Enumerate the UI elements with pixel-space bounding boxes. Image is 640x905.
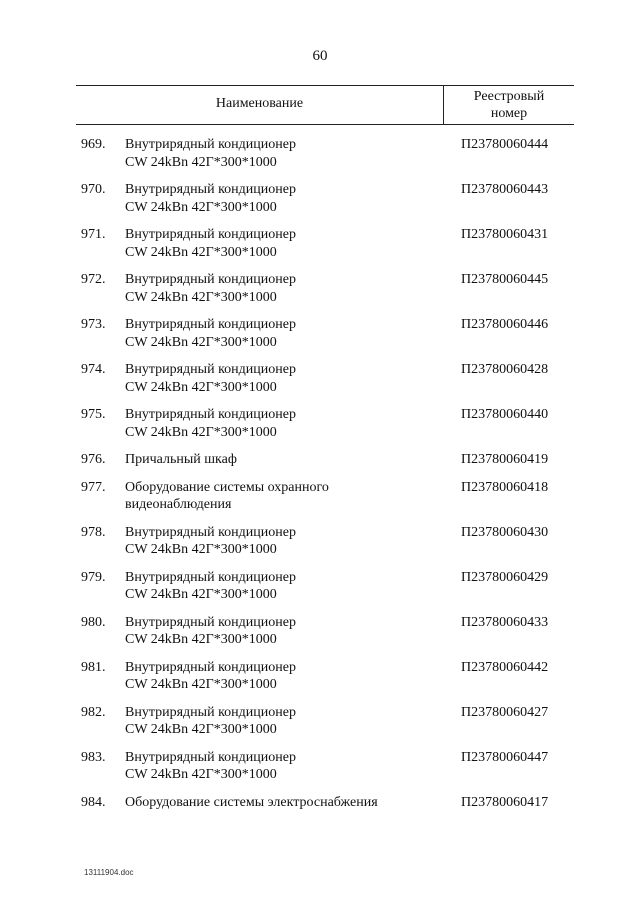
row-name-line: Внутрирядный кондиционер xyxy=(125,227,296,242)
row-name-line: Причальный шкаф xyxy=(125,452,237,467)
row-registry-number: П23780060447 xyxy=(461,749,549,765)
row-name-line: CW 24kBn 42Г*300*1000 xyxy=(125,722,277,737)
row-name xyxy=(125,794,445,812)
table-row xyxy=(0,524,640,569)
row-name-line: Внутрирядный кондиционер xyxy=(125,317,296,332)
row-number: 980. xyxy=(81,614,106,630)
row-name-line: CW 24kBn 42Г*300*1000 xyxy=(125,244,277,260)
row-name-line: Внутрирядный кондиционер xyxy=(125,137,296,152)
row-name xyxy=(125,569,445,604)
row-name-line: CW 24kBn 42Г*300*1000 xyxy=(125,379,277,395)
row-number: 978. xyxy=(81,524,106,540)
row-name-line: CW 24kBn 42Г*300*1000 xyxy=(125,424,277,440)
row-name-line: CW 24kBn 42Г*300*1000 xyxy=(125,767,277,782)
row-name-line: CW 24kBn 42Г*300*1000 xyxy=(125,199,277,215)
row-number: 974. xyxy=(81,362,106,377)
row-name xyxy=(125,524,445,559)
row-registry-number: П23780060418 xyxy=(461,479,549,495)
table-row xyxy=(0,794,640,822)
row-number: 969. xyxy=(81,137,106,152)
row-registry-number: П23780060443 xyxy=(461,182,549,197)
row-name xyxy=(125,749,445,784)
row-name-line: Внутрирядный кондиционер xyxy=(125,569,296,585)
table-row xyxy=(0,406,640,451)
row-name-line: Оборудование системы электроснабжения xyxy=(125,794,378,810)
header-registry-line1: Реестровый xyxy=(473,89,545,104)
row-number: 981. xyxy=(81,659,106,675)
row-registry-number: П23780060444 xyxy=(461,137,549,152)
row-registry-number: П23780060446 xyxy=(461,317,549,332)
table-row xyxy=(0,271,640,316)
row-registry-number: П23780060440 xyxy=(461,407,549,422)
row-name xyxy=(125,136,445,171)
row-name-line: Внутрирядный кондиционер xyxy=(125,407,296,422)
table-body xyxy=(0,136,640,821)
row-name xyxy=(125,704,445,739)
row-name-line: Внутрирядный кондиционер xyxy=(125,362,296,377)
table-row xyxy=(0,704,640,749)
row-name-line: Оборудование системы охранного xyxy=(125,479,329,495)
row-name xyxy=(125,361,445,396)
row-name-line: Внутрирядный кондиционер xyxy=(125,524,296,540)
table-row xyxy=(0,749,640,794)
table-row xyxy=(0,136,640,181)
row-name xyxy=(125,451,445,469)
table-row xyxy=(0,451,640,479)
row-name xyxy=(125,226,445,261)
row-number: 977. xyxy=(81,479,106,495)
row-name-line: CW 24kBn 42Г*300*1000 xyxy=(125,677,277,692)
row-name xyxy=(125,659,445,694)
row-name-line: CW 24kBn 42Г*300*1000 xyxy=(125,334,277,350)
row-name xyxy=(125,614,445,649)
table-row xyxy=(0,479,640,524)
row-name-line: Внутрирядный кондиционер xyxy=(125,749,296,765)
row-number: 982. xyxy=(81,704,106,720)
row-name xyxy=(125,181,445,216)
row-registry-number: П23780060445 xyxy=(461,272,549,287)
row-name xyxy=(125,316,445,351)
row-registry-number: П23780060430 xyxy=(461,524,549,540)
row-registry-number: П23780060427 xyxy=(461,704,549,720)
row-name-line: CW 24kBn 42Г*300*1000 xyxy=(125,154,277,170)
row-name-line: CW 24kBn 42Г*300*1000 xyxy=(125,289,277,305)
row-registry-number: П23780060417 xyxy=(461,794,549,810)
header-bottom-rule xyxy=(76,124,574,125)
row-name-line: CW 24kBn 42Г*300*1000 xyxy=(125,542,277,557)
row-number: 973. xyxy=(81,317,106,332)
row-name-line: видеонаблюдения xyxy=(125,497,232,512)
row-registry-number: П23780060431 xyxy=(461,227,549,242)
row-name-line: Внутрирядный кондиционер xyxy=(125,272,296,287)
row-name-line: Внутрирядный кондиционер xyxy=(125,704,296,720)
row-number: 971. xyxy=(81,227,106,242)
page-number: 60 xyxy=(312,48,328,64)
table-row xyxy=(0,361,640,406)
row-registry-number: П23780060429 xyxy=(461,569,549,585)
row-number: 970. xyxy=(81,182,106,197)
row-name xyxy=(125,479,445,514)
row-name-line: CW 24kBn 42Г*300*1000 xyxy=(125,632,277,647)
row-registry-number: П23780060442 xyxy=(461,659,549,675)
table-row xyxy=(0,659,640,704)
table-row xyxy=(0,569,640,614)
row-number: 983. xyxy=(81,749,106,765)
header-name-column: Наименование xyxy=(215,96,304,111)
header-top-rule xyxy=(76,85,574,86)
table-row xyxy=(0,226,640,271)
header-registry-column xyxy=(444,88,574,122)
row-registry-number: П23780060433 xyxy=(461,614,549,630)
row-number: 984. xyxy=(81,794,106,810)
row-number: 975. xyxy=(81,407,106,422)
row-number: 979. xyxy=(81,569,106,585)
table-row xyxy=(0,181,640,226)
row-registry-number: П23780060419 xyxy=(461,452,549,467)
row-registry-number: П23780060428 xyxy=(461,362,549,377)
row-name xyxy=(125,406,445,441)
row-name-line: Внутрирядный кондиционер xyxy=(125,659,296,675)
table-row xyxy=(0,316,640,361)
header-registry-line2: номер xyxy=(490,106,528,121)
row-name xyxy=(125,271,445,306)
row-number: 976. xyxy=(81,452,106,467)
row-name-line: Внутрирядный кондиционер xyxy=(125,614,296,630)
footer-file-name: 13111904.doc xyxy=(84,868,134,877)
row-name-line: Внутрирядный кондиционер xyxy=(125,182,296,197)
table-row xyxy=(0,614,640,659)
row-number: 972. xyxy=(81,272,106,287)
row-name-line: CW 24kBn 42Г*300*1000 xyxy=(125,587,277,602)
